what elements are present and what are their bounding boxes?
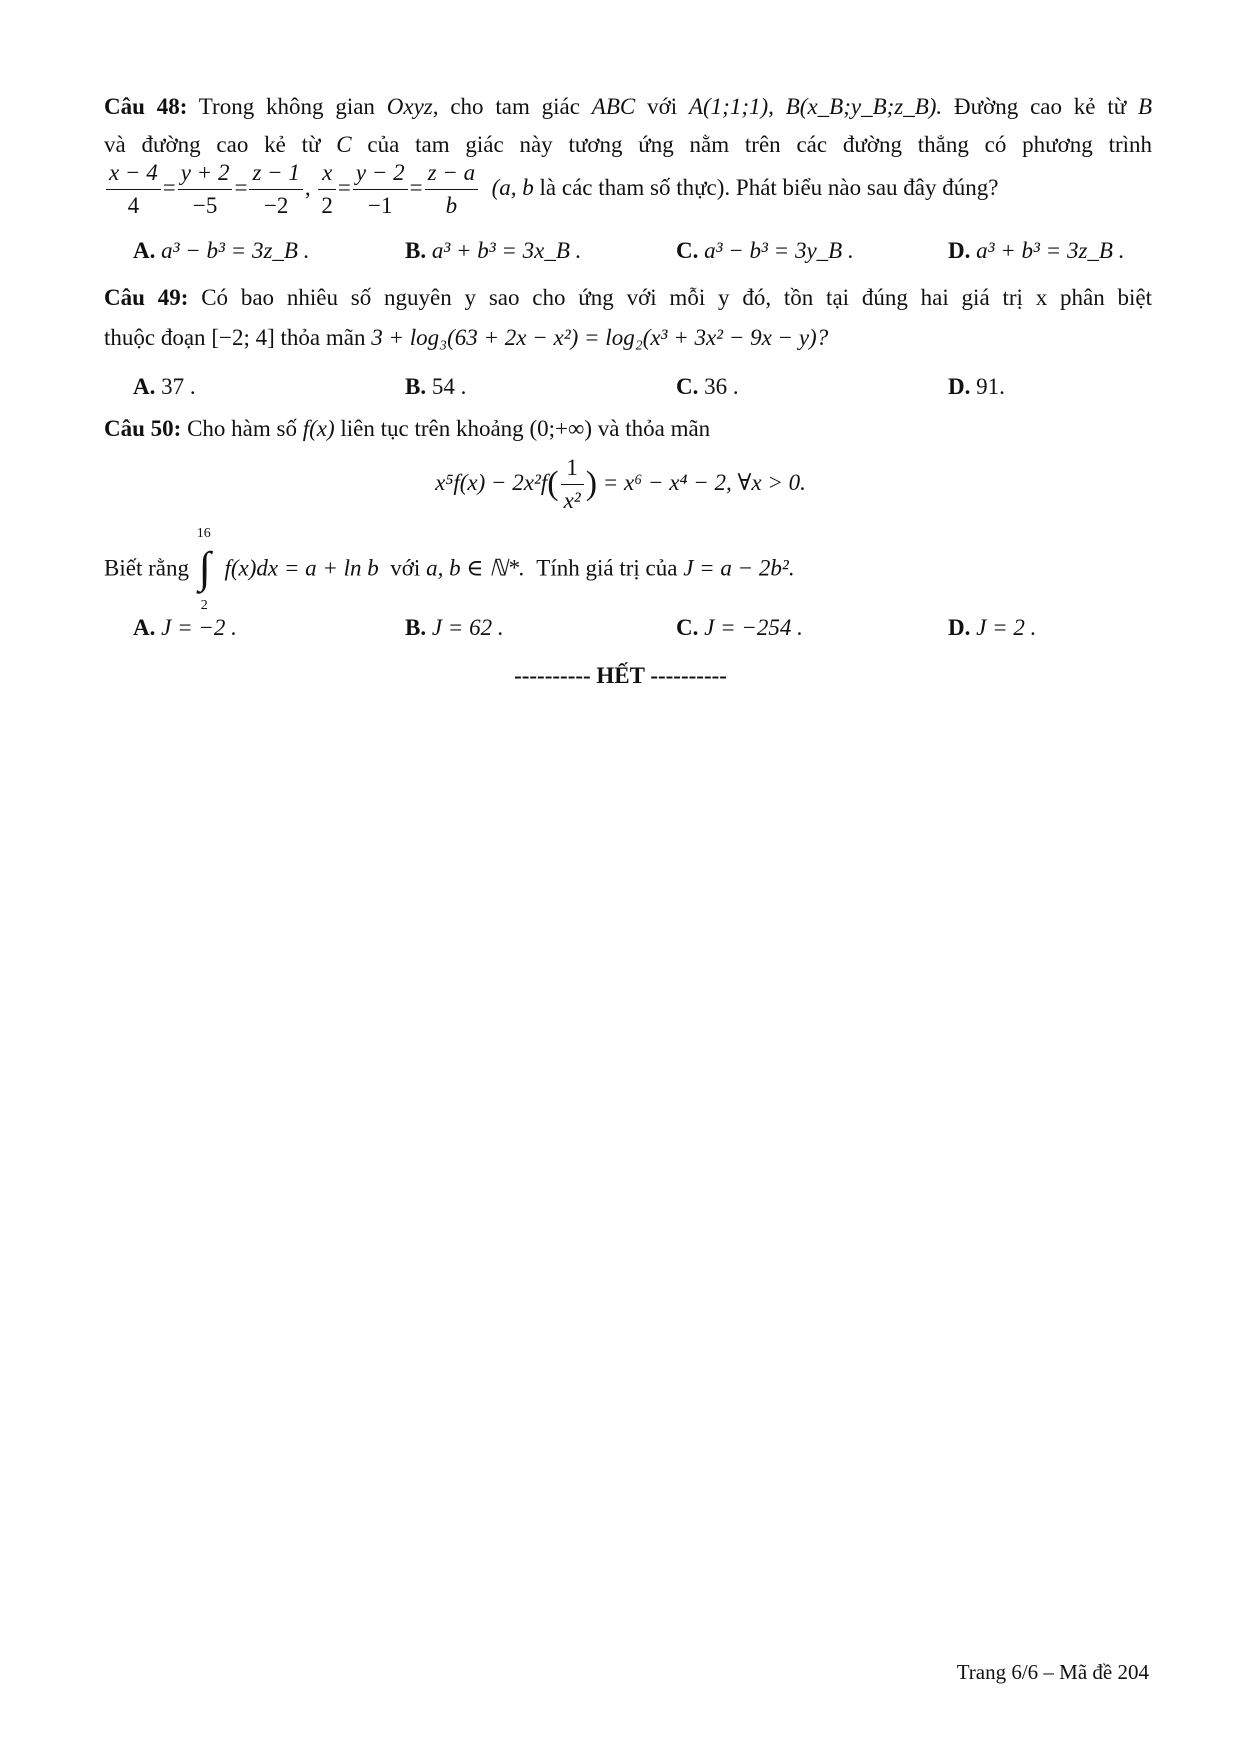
q48-text: với bbox=[647, 94, 678, 119]
q50-text: Tính giá trị của bbox=[536, 555, 678, 581]
option-b[interactable]: B. 54 . bbox=[405, 374, 467, 399]
q50-line3 bbox=[104, 526, 1152, 613]
fraction: $\frac{y + 2}{-5}$ bbox=[178, 160, 233, 219]
q49-line2 bbox=[104, 325, 1152, 351]
page-footer: Trang 6/6 – Mã đề 204 bbox=[956, 1660, 1149, 1684]
integral-sign: 16 ∫ 2 bbox=[196, 526, 211, 613]
q49-line1 bbox=[104, 285, 1152, 311]
q48-label: Câu 48: bbox=[104, 94, 188, 119]
option-a[interactable]: A. a³ − b³ = 3z_B . bbox=[133, 238, 310, 263]
q48-params: (a, b bbox=[491, 174, 534, 200]
q48-text: của tam giác này tương ứng nằm trên các đường thẳng có phương trình bbox=[367, 132, 1153, 157]
q49-interval: [−2; 4] bbox=[211, 325, 275, 350]
option-c[interactable]: C. a³ − b³ = 3y_B . bbox=[676, 238, 854, 263]
q48-point-b: B(x_B;y_B;z_B). bbox=[785, 94, 943, 119]
fraction: $\frac{y - 2}{-1}$ bbox=[353, 160, 408, 219]
q50-options bbox=[0, 615, 1241, 645]
q48-triangle: ABC bbox=[591, 94, 636, 119]
q49-options bbox=[0, 374, 1241, 404]
q48-text: Trong không gian bbox=[198, 94, 375, 119]
q50-text: Biết rằng bbox=[104, 555, 189, 581]
option-b[interactable]: B. a³ + b³ = 3x_B . bbox=[405, 238, 582, 263]
q50-text: Cho hàm số bbox=[187, 416, 297, 441]
q50-text: với bbox=[390, 555, 421, 581]
q48-space: Oxyz, bbox=[386, 94, 439, 119]
q49-text: thỏa mãn bbox=[280, 325, 366, 350]
fraction: $\frac{z - 1}{-2}$ bbox=[249, 160, 302, 219]
q48-options bbox=[0, 238, 1241, 268]
q48-point-a: A(1;1;1), bbox=[688, 94, 774, 119]
option-a[interactable]: A. J = −2 . bbox=[133, 615, 237, 640]
q48-line1 bbox=[104, 94, 1152, 120]
fraction: $\frac{1}{\text{x²}}$ bbox=[561, 455, 584, 514]
q50-line1 bbox=[104, 416, 1152, 442]
q48-text: là các tham số thực). Phát biểu nào sau đây đúng? bbox=[539, 174, 999, 200]
option-c[interactable]: C. 36 . bbox=[676, 374, 739, 399]
q50-function: f(x) bbox=[302, 416, 335, 441]
q49-text: Có bao nhiêu số nguyên y sao cho ứng với mỗi y đó, tồn tại đúng hai giá trị x phân biệt bbox=[201, 285, 1153, 310]
q50-label: Câu 50: bbox=[104, 416, 182, 441]
option-d[interactable]: D. J = 2 . bbox=[948, 615, 1037, 640]
option-b[interactable]: B. J = 62 . bbox=[405, 615, 504, 640]
q48-text: cho tam giác bbox=[450, 94, 580, 119]
option-c[interactable]: C. J = −254 . bbox=[676, 615, 803, 640]
q50-text: liên tục trên khoảng bbox=[340, 416, 524, 441]
q48-equations: $\frac{x - 4}{4}$ = $\frac{y + 2}{-5}$ = $\frac{z - 1}{-2}$ , $\frac{x}{2}$ = $\frac{y - 2}{-1}$ = $\frac{z - a}{b}$ (a, b là các tham số thực). Phát biểu nào sau đây đúng? bbox=[104, 160, 1152, 219]
q48-vertex-c: C bbox=[336, 132, 352, 157]
q50-text: và thỏa mãn bbox=[597, 416, 711, 441]
fraction: $\frac{x}{2}$ bbox=[318, 160, 336, 219]
fraction: $\frac{z - a}{b}$ bbox=[425, 160, 478, 219]
q48-line2 bbox=[104, 132, 1152, 158]
q50-domain: (0;+∞) bbox=[529, 416, 593, 441]
q48-vertex-b: B bbox=[1138, 94, 1153, 119]
q48-text: và đường cao kẻ từ bbox=[104, 132, 321, 157]
fraction: $\frac{x - 4}{4}$ bbox=[106, 160, 161, 219]
option-a[interactable]: A. 37 . bbox=[133, 374, 196, 399]
q49-text: thuộc đoạn bbox=[104, 325, 206, 350]
q49-label: Câu 49: bbox=[104, 285, 189, 310]
q50-equation: x⁵f(x) − 2x²f( $\frac{1}{\text{x²}}$ ) = x⁶ − x⁴ − 2, ∀x > 0. bbox=[435, 455, 806, 513]
option-d[interactable]: D. a³ + b³ = 3z_B . bbox=[948, 238, 1125, 263]
end-mark: ---------- HẾT ---------- bbox=[514, 663, 727, 688]
q50-target: J = a − 2b². bbox=[683, 555, 795, 581]
q50-condition: a, b ∈ ℕ*. bbox=[426, 555, 525, 581]
option-d[interactable]: D. 91. bbox=[948, 374, 1005, 399]
q48-text: Đường cao kẻ từ bbox=[954, 94, 1127, 119]
q50-integral-body: f(x)dx = a + ln b bbox=[224, 555, 379, 581]
q49-equation: 3 + log₃(63 + 2x − x²) = log₂(x³ + 3x² − 9x − y)? bbox=[371, 325, 829, 350]
